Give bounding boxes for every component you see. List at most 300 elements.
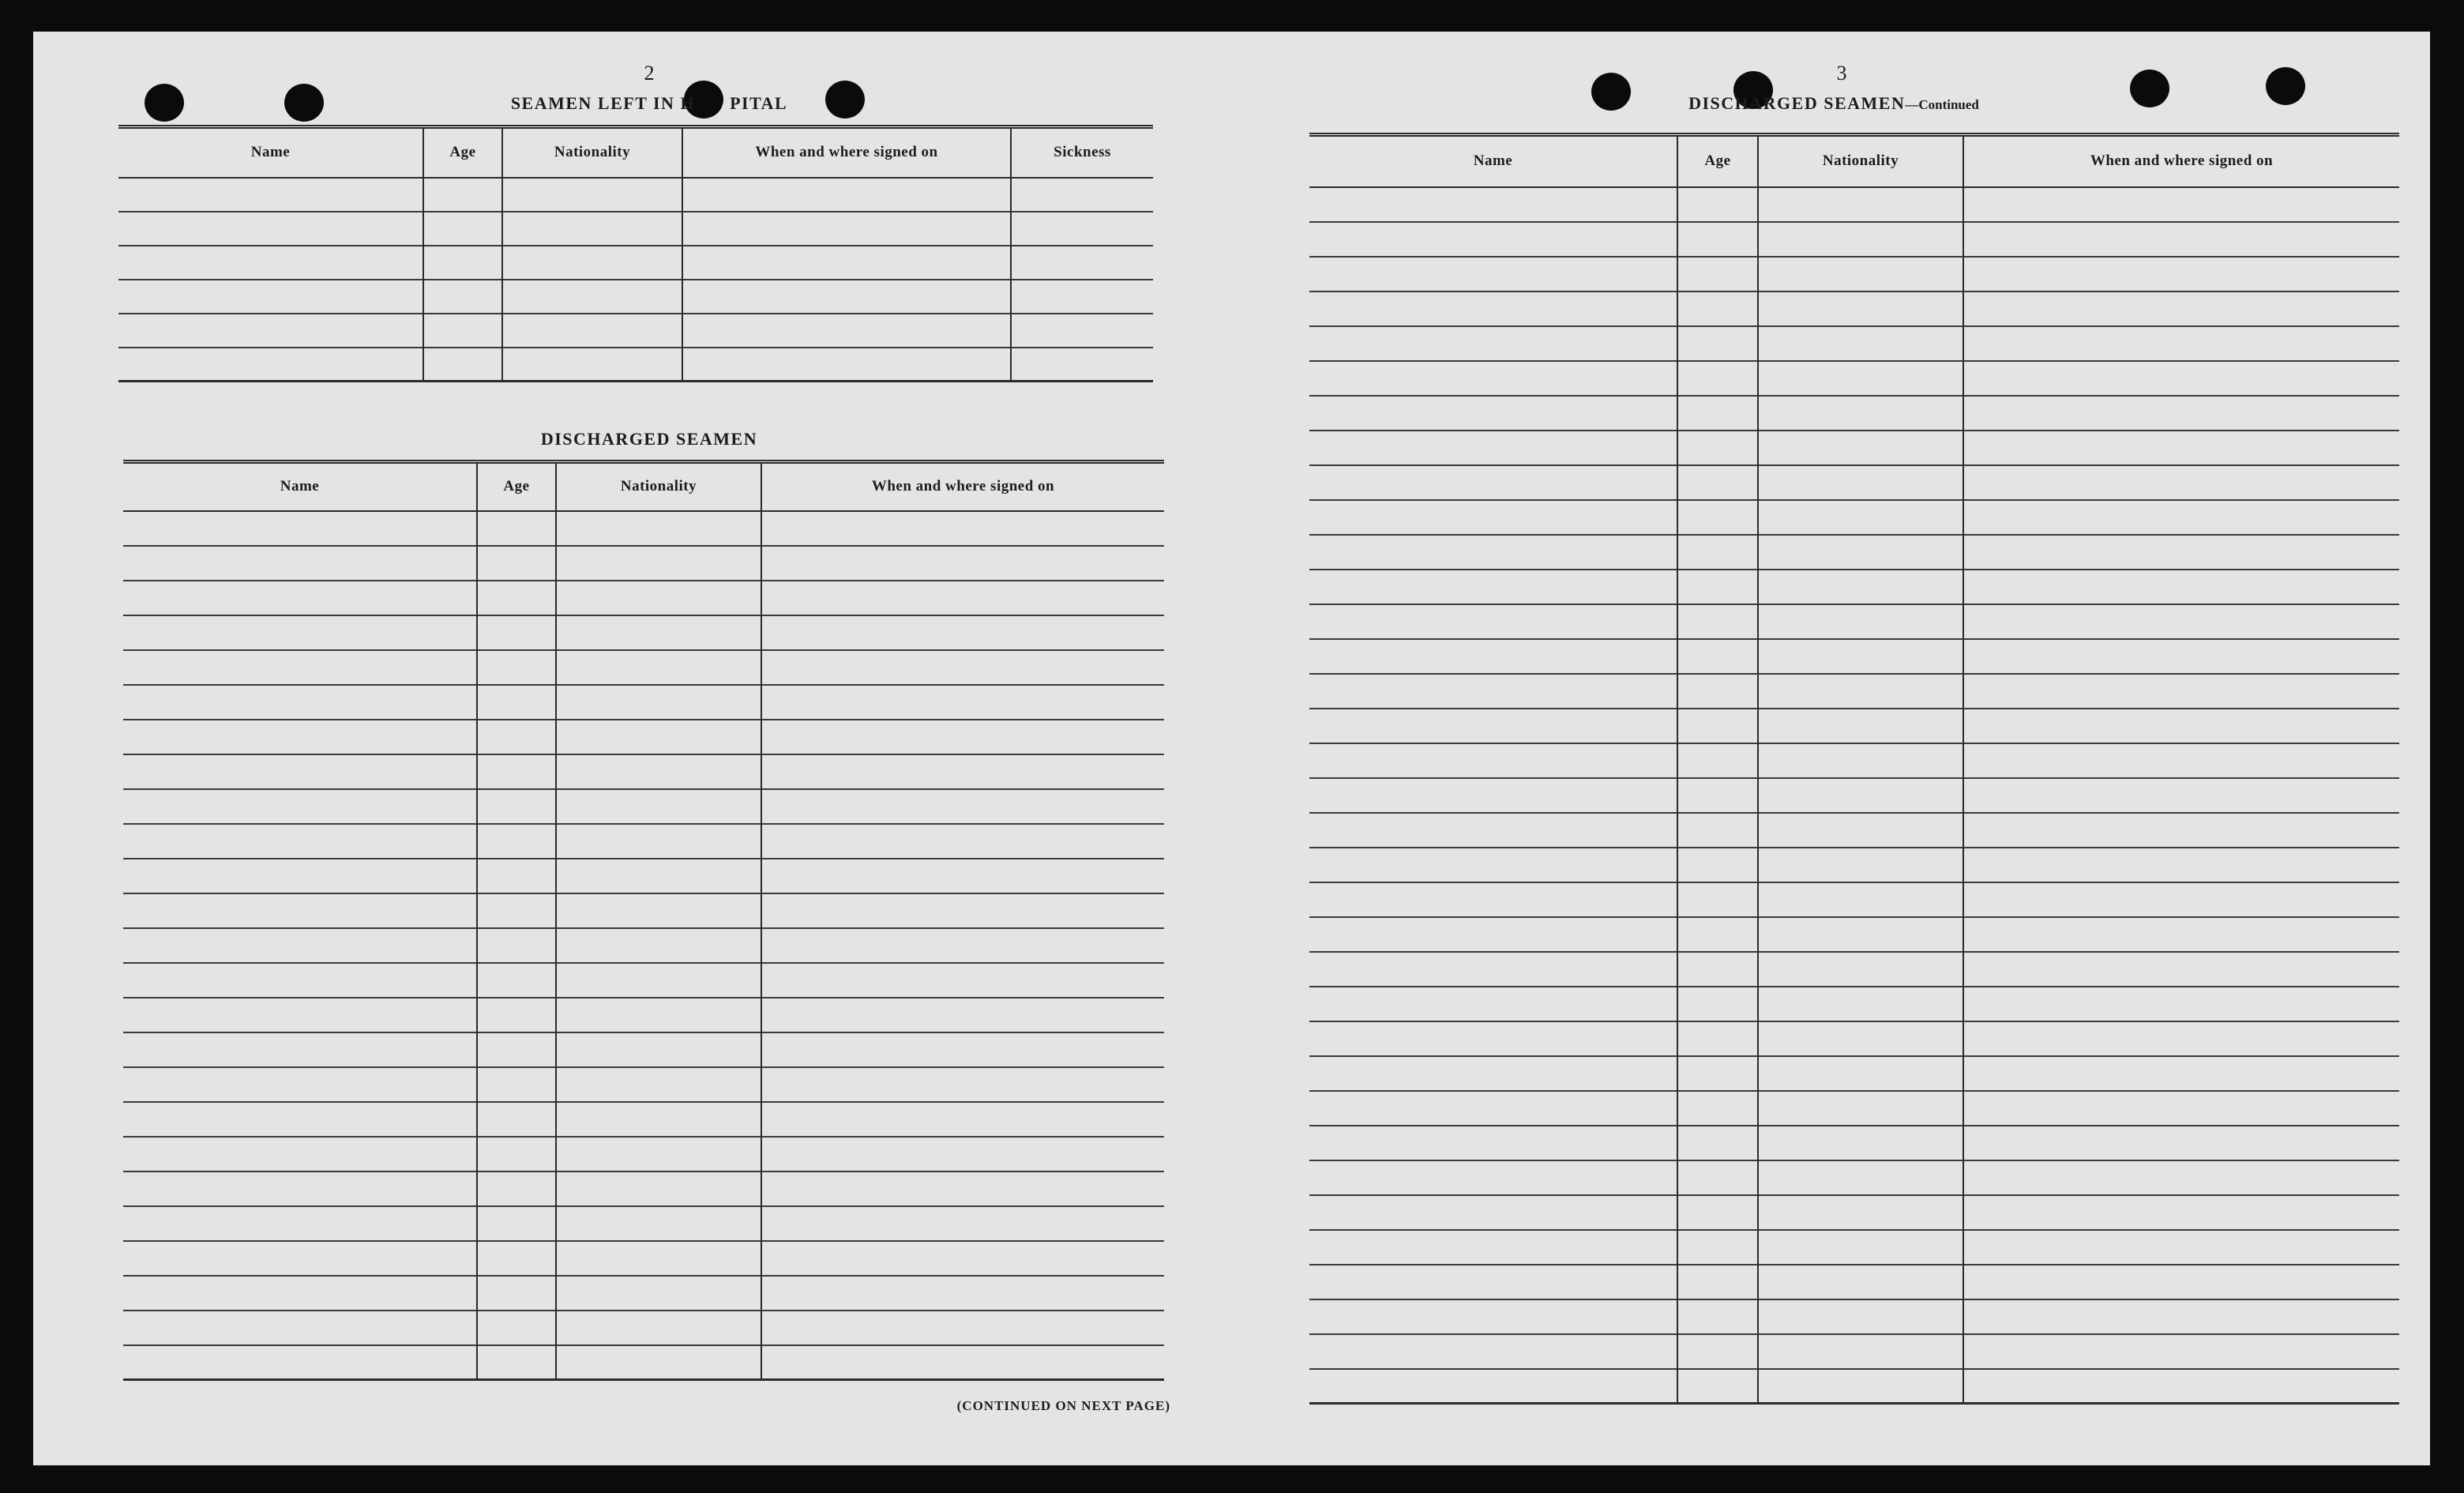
table-cell xyxy=(1677,709,1758,743)
table-cell xyxy=(1963,848,2399,882)
table-row xyxy=(123,1067,1164,1102)
table-row xyxy=(1309,222,2399,257)
discharged-continued-table xyxy=(1309,133,2399,1405)
table-cell xyxy=(1309,778,1677,813)
table-cell xyxy=(1011,314,1153,348)
table-cell xyxy=(1758,500,1963,535)
column-header-nationality: Nationality xyxy=(1758,135,1963,187)
table-cell xyxy=(123,581,477,615)
table-cell xyxy=(1963,1021,2399,1056)
table-row xyxy=(123,1032,1164,1067)
table-cell xyxy=(123,1345,477,1380)
table-row xyxy=(1309,778,2399,813)
table-cell xyxy=(556,685,761,720)
table-cell xyxy=(761,1276,1164,1311)
table-cell xyxy=(123,1206,477,1241)
table-cell xyxy=(1758,535,1963,570)
table-cell xyxy=(1963,1299,2399,1334)
table-cell xyxy=(761,1032,1164,1067)
table-cell xyxy=(1963,639,2399,674)
table-cell xyxy=(1963,1126,2399,1160)
table-row xyxy=(123,1206,1164,1241)
table-row xyxy=(123,928,1164,963)
table-cell xyxy=(1758,882,1963,917)
table-cell xyxy=(761,1311,1164,1345)
table-cell xyxy=(761,859,1164,893)
table-cell xyxy=(682,280,1011,314)
table-row xyxy=(123,546,1164,581)
table-cell xyxy=(123,998,477,1032)
table-cell xyxy=(1758,848,1963,882)
table-cell xyxy=(1963,291,2399,326)
table-cell xyxy=(477,615,556,650)
table-cell xyxy=(556,963,761,998)
column-header-name: Name xyxy=(123,462,477,511)
table-cell xyxy=(1309,361,1677,396)
table-row xyxy=(1309,743,2399,778)
table-cell xyxy=(761,1206,1164,1241)
table-cell xyxy=(477,1276,556,1311)
table-cell xyxy=(1011,348,1153,382)
table-cell xyxy=(1963,465,2399,500)
table-cell xyxy=(118,212,423,246)
table-row xyxy=(123,1241,1164,1276)
table-cell xyxy=(1677,1334,1758,1369)
table-cell xyxy=(556,754,761,789)
table-cell xyxy=(1011,212,1153,246)
punch-hole xyxy=(145,84,184,122)
table-row xyxy=(123,511,1164,546)
table-cell xyxy=(477,685,556,720)
table-row xyxy=(1309,361,2399,396)
hospital-title-start: SEAMEN LEFT IN H xyxy=(510,93,696,113)
table-cell xyxy=(1758,1056,1963,1091)
table-cell xyxy=(1677,1056,1758,1091)
table-cell xyxy=(1758,396,1963,431)
table-cell xyxy=(1677,291,1758,326)
table-row xyxy=(1309,1369,2399,1404)
table-cell xyxy=(1677,465,1758,500)
table-cell xyxy=(761,615,1164,650)
table-cell xyxy=(1677,222,1758,257)
table-cell xyxy=(1677,326,1758,361)
table-cell xyxy=(1758,465,1963,500)
table-cell xyxy=(1309,291,1677,326)
table-cell xyxy=(477,859,556,893)
table-cell xyxy=(1309,987,1677,1021)
table-cell xyxy=(1677,1299,1758,1334)
table-cell xyxy=(761,1345,1164,1380)
table-row xyxy=(1309,709,2399,743)
punch-hole xyxy=(825,81,865,118)
table-row xyxy=(1309,500,2399,535)
table-cell xyxy=(761,998,1164,1032)
table-cell xyxy=(1309,1334,1677,1369)
continued-note: (CONTINUED ON NEXT PAGE) xyxy=(956,1398,1170,1413)
table-cell xyxy=(1309,396,1677,431)
table-cell xyxy=(123,789,477,824)
table-cell xyxy=(118,280,423,314)
table-row xyxy=(1309,431,2399,465)
table-cell xyxy=(477,1137,556,1171)
table-row xyxy=(1309,848,2399,882)
table-cell xyxy=(1677,500,1758,535)
table-cell xyxy=(1963,431,2399,465)
table-cell xyxy=(1011,280,1153,314)
table-cell xyxy=(1677,1126,1758,1160)
table-cell xyxy=(123,546,477,581)
table-cell xyxy=(477,650,556,685)
table-cell xyxy=(1963,1160,2399,1195)
table-cell xyxy=(1677,1021,1758,1056)
table-cell xyxy=(1758,709,1963,743)
table-cell xyxy=(123,893,477,928)
table-cell xyxy=(1309,1021,1677,1056)
punch-hole xyxy=(284,84,324,122)
table-cell xyxy=(477,1032,556,1067)
table-row xyxy=(1309,465,2399,500)
table-cell xyxy=(423,314,502,348)
table-cell xyxy=(682,348,1011,382)
table-cell xyxy=(1309,1160,1677,1195)
table-cell xyxy=(477,893,556,928)
table-cell xyxy=(1963,882,2399,917)
table-cell xyxy=(761,546,1164,581)
table-cell xyxy=(556,546,761,581)
table-cell xyxy=(123,1311,477,1345)
table-cell xyxy=(556,615,761,650)
table-cell xyxy=(1758,326,1963,361)
table-cell xyxy=(502,280,682,314)
table-cell xyxy=(1758,639,1963,674)
table-row xyxy=(118,280,1153,314)
table-cell xyxy=(761,720,1164,754)
table-cell xyxy=(1677,743,1758,778)
table-cell xyxy=(1309,500,1677,535)
table-cell xyxy=(1309,952,1677,987)
table-cell xyxy=(123,511,477,546)
table-cell xyxy=(1758,674,1963,709)
table-cell xyxy=(1758,187,1963,222)
table-cell xyxy=(761,685,1164,720)
table-cell xyxy=(556,824,761,859)
table-cell xyxy=(1309,1195,1677,1230)
table-row xyxy=(1309,1160,2399,1195)
table-cell xyxy=(761,928,1164,963)
table-cell xyxy=(1963,917,2399,952)
table-cell xyxy=(1309,1091,1677,1126)
table-row xyxy=(118,178,1153,212)
table-cell xyxy=(761,650,1164,685)
table-cell xyxy=(477,998,556,1032)
table-cell xyxy=(1677,1195,1758,1230)
table-cell xyxy=(1758,1369,1963,1404)
table-cell xyxy=(1677,1230,1758,1265)
table-cell xyxy=(556,1067,761,1102)
table-cell xyxy=(477,720,556,754)
discharged-continued-main: DISCHARGED SEAMEN xyxy=(1688,93,1906,113)
table-row xyxy=(1309,674,2399,709)
column-header-age: Age xyxy=(423,127,502,178)
table-cell xyxy=(123,720,477,754)
table-cell xyxy=(761,789,1164,824)
table-cell xyxy=(123,859,477,893)
table-cell xyxy=(1963,987,2399,1021)
table-cell xyxy=(1963,326,2399,361)
table-cell xyxy=(477,963,556,998)
table-cell xyxy=(123,1032,477,1067)
column-header-signed-on: When and where signed on xyxy=(761,462,1164,511)
table-row xyxy=(123,1102,1164,1137)
table-cell xyxy=(1309,1126,1677,1160)
table-cell xyxy=(1758,987,1963,1021)
table-cell xyxy=(556,893,761,928)
table-cell xyxy=(1677,639,1758,674)
table-cell xyxy=(502,348,682,382)
table-row xyxy=(123,581,1164,615)
table-cell xyxy=(1677,917,1758,952)
table-row xyxy=(118,246,1153,280)
table-cell xyxy=(477,754,556,789)
table-cell xyxy=(556,1241,761,1276)
table-row xyxy=(1309,1334,2399,1369)
table-cell xyxy=(123,824,477,859)
table-cell xyxy=(477,1067,556,1102)
punch-hole xyxy=(2130,70,2169,107)
table-cell xyxy=(1309,639,1677,674)
table-cell xyxy=(1963,361,2399,396)
table-cell xyxy=(1758,570,1963,604)
table-cell xyxy=(682,212,1011,246)
table-cell xyxy=(556,1311,761,1345)
table-cell xyxy=(1677,674,1758,709)
table-cell xyxy=(761,963,1164,998)
table-cell xyxy=(1677,1369,1758,1404)
table-row xyxy=(1309,604,2399,639)
table-cell xyxy=(1758,222,1963,257)
table-row xyxy=(1309,570,2399,604)
table-row xyxy=(123,1311,1164,1345)
table-cell xyxy=(1677,396,1758,431)
table-cell xyxy=(477,1345,556,1380)
table-row xyxy=(1309,882,2399,917)
table-cell xyxy=(556,859,761,893)
table-cell xyxy=(1758,1334,1963,1369)
table-row xyxy=(123,1345,1164,1380)
table-cell xyxy=(1309,326,1677,361)
table-cell xyxy=(1677,848,1758,882)
table-cell xyxy=(123,650,477,685)
table-row xyxy=(118,348,1153,382)
table-row xyxy=(123,824,1164,859)
table-cell xyxy=(1309,1369,1677,1404)
table-cell xyxy=(682,314,1011,348)
table-cell xyxy=(1677,778,1758,813)
table-cell xyxy=(502,314,682,348)
table-cell xyxy=(1758,917,1963,952)
table-cell xyxy=(118,178,423,212)
table-cell xyxy=(556,581,761,615)
table-cell xyxy=(1758,778,1963,813)
table-row xyxy=(118,314,1153,348)
table-cell xyxy=(1963,535,2399,570)
table-cell xyxy=(123,1241,477,1276)
table-cell xyxy=(1963,709,2399,743)
table-row xyxy=(123,859,1164,893)
table-cell xyxy=(118,314,423,348)
table-cell xyxy=(761,1241,1164,1276)
table-cell xyxy=(118,348,423,382)
table-cell xyxy=(1677,882,1758,917)
table-row xyxy=(1309,813,2399,848)
table-cell xyxy=(1309,917,1677,952)
table-row xyxy=(1309,917,2399,952)
table-cell xyxy=(1758,1299,1963,1334)
table-row xyxy=(123,754,1164,789)
table-cell xyxy=(556,1345,761,1380)
table-row xyxy=(123,1276,1164,1311)
table-cell xyxy=(1963,1265,2399,1299)
table-cell xyxy=(1963,1334,2399,1369)
table-cell xyxy=(123,685,477,720)
table-cell xyxy=(1758,952,1963,987)
column-header-name: Name xyxy=(1309,135,1677,187)
page-number-right: 3 xyxy=(1836,62,1847,85)
table-cell xyxy=(556,1206,761,1241)
table-row xyxy=(123,998,1164,1032)
table-cell xyxy=(1758,1021,1963,1056)
table-row xyxy=(1309,639,2399,674)
table-cell xyxy=(682,246,1011,280)
table-cell xyxy=(1677,604,1758,639)
table-cell xyxy=(556,1102,761,1137)
table-cell xyxy=(1758,743,1963,778)
table-row xyxy=(1309,1091,2399,1126)
discharged-continued-sub: —Continued xyxy=(1905,97,1979,112)
table-cell xyxy=(1963,952,2399,987)
hospital-table xyxy=(118,125,1153,382)
table-cell xyxy=(502,212,682,246)
table-cell xyxy=(477,1311,556,1345)
column-header-age: Age xyxy=(1677,135,1758,187)
table-cell xyxy=(1963,1195,2399,1230)
table-cell xyxy=(1758,257,1963,291)
table-cell xyxy=(1677,1160,1758,1195)
table-cell xyxy=(1963,187,2399,222)
column-header-nationality: Nationality xyxy=(556,462,761,511)
table-cell xyxy=(1963,1369,2399,1404)
table-cell xyxy=(1677,187,1758,222)
table-row xyxy=(1309,1021,2399,1056)
table-cell xyxy=(1309,257,1677,291)
table-cell xyxy=(761,1102,1164,1137)
table-cell xyxy=(423,280,502,314)
table-cell xyxy=(1963,674,2399,709)
discharged-continued-title xyxy=(1613,93,2055,114)
table-cell xyxy=(556,650,761,685)
table-cell xyxy=(1677,361,1758,396)
column-header-age: Age xyxy=(477,462,556,511)
table-cell xyxy=(1309,813,1677,848)
table-row xyxy=(123,1137,1164,1171)
table-row xyxy=(1309,291,2399,326)
table-row xyxy=(1309,1195,2399,1230)
table-cell xyxy=(1758,1195,1963,1230)
hospital-title-end: PITAL xyxy=(730,93,788,113)
table-cell xyxy=(477,581,556,615)
discharged-section-title: DISCHARGED SEAMEN xyxy=(540,429,758,449)
table-cell xyxy=(556,511,761,546)
table-cell xyxy=(423,348,502,382)
table-cell xyxy=(556,928,761,963)
table-cell xyxy=(123,1171,477,1206)
table-cell xyxy=(1963,1091,2399,1126)
table-cell xyxy=(1677,952,1758,987)
table-cell xyxy=(1677,987,1758,1021)
table-cell xyxy=(1963,813,2399,848)
table-cell xyxy=(556,720,761,754)
table-cell xyxy=(1309,848,1677,882)
table-cell xyxy=(477,824,556,859)
table-cell xyxy=(1309,1230,1677,1265)
table-row xyxy=(123,963,1164,998)
column-header-signed-on: When and where signed on xyxy=(1963,135,2399,187)
table-cell xyxy=(1963,257,2399,291)
table-cell xyxy=(1758,361,1963,396)
table-cell xyxy=(1963,500,2399,535)
table-cell xyxy=(1963,396,2399,431)
column-header-signed-on: When and where signed on xyxy=(682,127,1011,178)
table-cell xyxy=(1309,1265,1677,1299)
table-cell xyxy=(761,581,1164,615)
table-cell xyxy=(682,178,1011,212)
table-cell xyxy=(423,178,502,212)
table-cell xyxy=(1677,570,1758,604)
table-row xyxy=(1309,187,2399,222)
table-row xyxy=(1309,1126,2399,1160)
table-cell xyxy=(477,789,556,824)
table-cell xyxy=(1309,222,1677,257)
table-cell xyxy=(1963,222,2399,257)
table-cell xyxy=(1309,431,1677,465)
table-row xyxy=(1309,1265,2399,1299)
table-cell xyxy=(1309,187,1677,222)
table-cell xyxy=(1677,535,1758,570)
punch-hole xyxy=(2266,67,2305,105)
table-cell xyxy=(1758,291,1963,326)
table-cell xyxy=(556,1276,761,1311)
table-cell xyxy=(556,789,761,824)
table-cell xyxy=(1309,709,1677,743)
table-cell xyxy=(123,615,477,650)
discharged-table xyxy=(123,460,1164,1381)
table-cell xyxy=(1677,1265,1758,1299)
table-cell xyxy=(1758,1091,1963,1126)
table-cell xyxy=(1758,431,1963,465)
table-row xyxy=(123,615,1164,650)
table-row xyxy=(123,1171,1164,1206)
hospital-section-title xyxy=(475,93,823,114)
table-cell xyxy=(1309,570,1677,604)
document-sheet xyxy=(33,32,2430,1465)
table-cell xyxy=(761,1137,1164,1171)
table-cell xyxy=(1758,1160,1963,1195)
table-cell xyxy=(423,212,502,246)
table-row xyxy=(1309,952,2399,987)
table-cell xyxy=(761,893,1164,928)
page-number-left: 2 xyxy=(644,62,655,85)
column-header-nationality: Nationality xyxy=(502,127,682,178)
